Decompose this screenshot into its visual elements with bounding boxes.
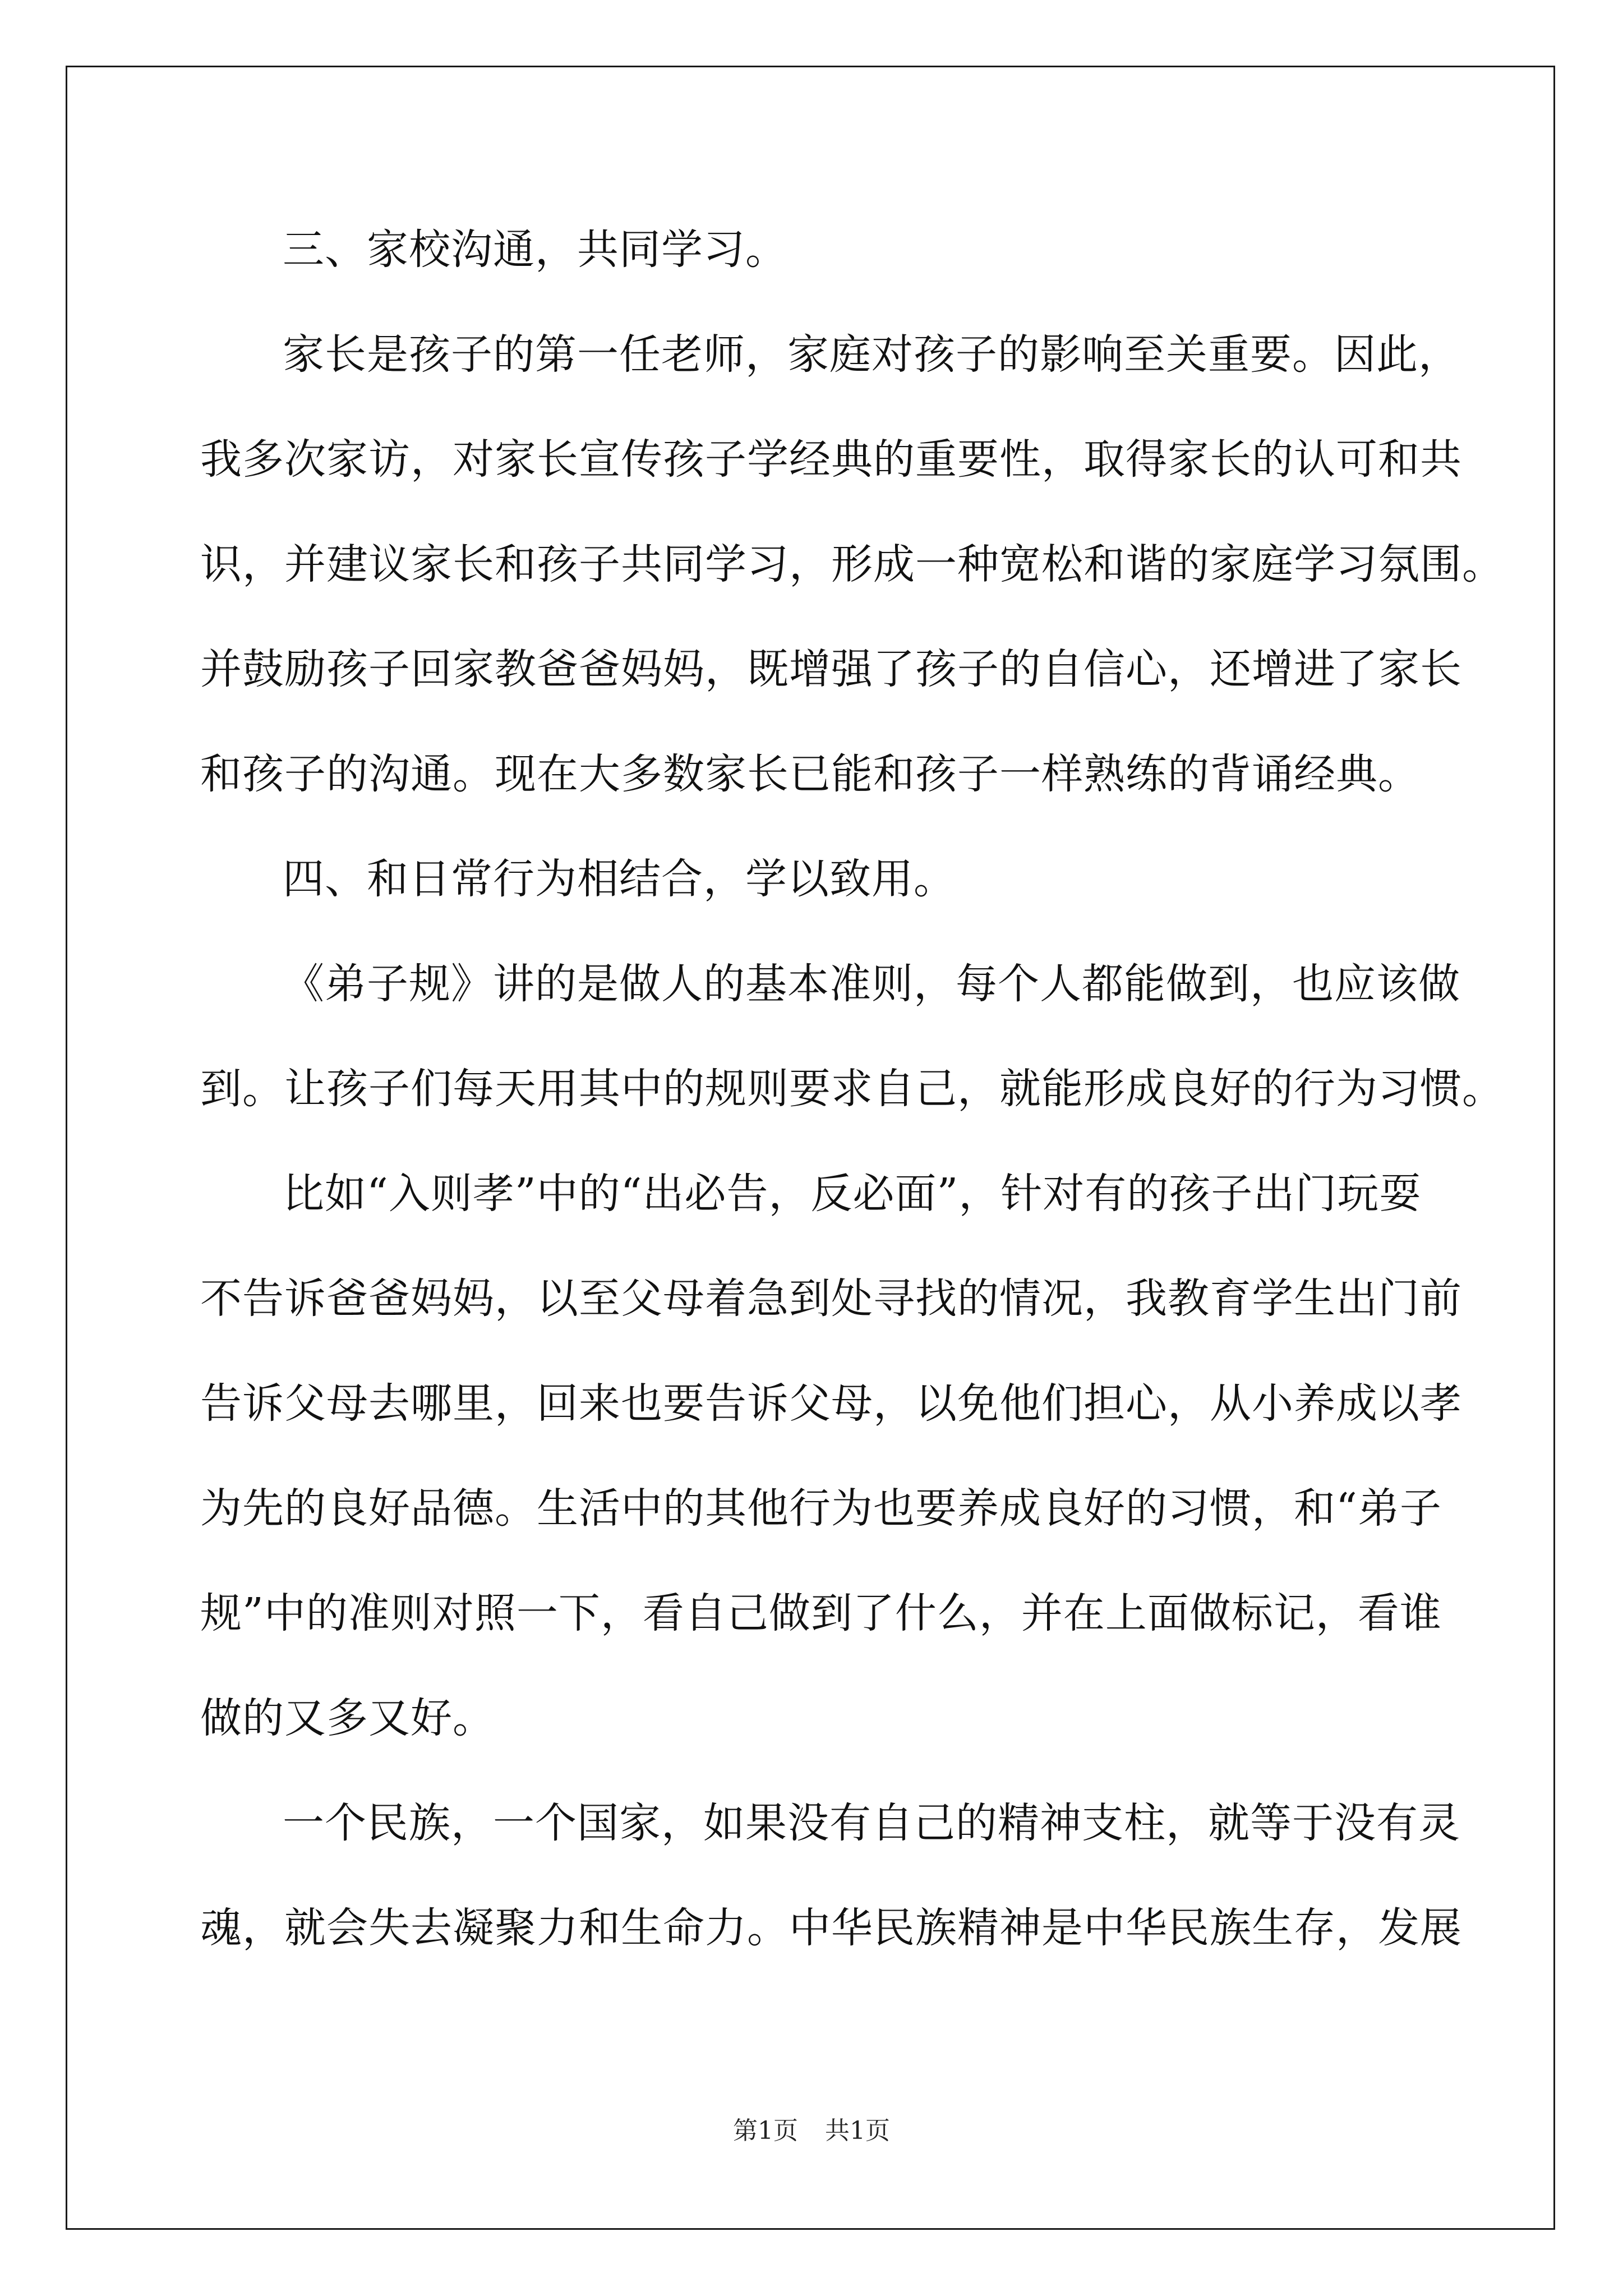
paragraph-line: 《弟子规》讲的是做人的基本准则，每个人都能做到，也应该做: [283, 960, 1460, 1008]
paragraph-line: 规”中的准则对照一下，看自己做到了什么，并在上面做标记，看谁: [200, 1589, 1442, 1637]
paragraph-line: 到。让孩子们每天用其中的规则要求自己，就能形成良好的行为习惯。: [200, 1065, 1504, 1113]
page-number-total: 共1页: [825, 2116, 890, 2145]
paragraph-line: 三、家校沟通，共同学习。: [283, 226, 787, 274]
paragraph-line: 我多次家访，对家长宣传孩子学经典的重要性，取得家长的认可和共: [200, 435, 1462, 484]
page-footer: [0, 2110, 1623, 2146]
paragraph-line: 一个民族，一个国家，如果没有自己的精神支柱，就等于没有灵: [283, 1799, 1460, 1847]
paragraph-line: 不告诉爸爸妈妈，以至父母着急到处寻找的情况，我教育学生出门前: [200, 1274, 1462, 1323]
page-number-current: 第1页: [733, 2116, 798, 2145]
paragraph-line: 和孩子的沟通。现在大多数家长已能和孩子一样熟练的背诵经典。: [200, 750, 1420, 798]
paragraph-line: 四、和日常行为相结合，学以致用。: [283, 855, 956, 903]
paragraph-line: 为先的良好品德。生活中的其他行为也要养成良好的习惯，和“弟子: [200, 1484, 1442, 1533]
paragraph-line: 比如“入则孝”中的“出必告，反必面”，针对有的孩子出门玩耍: [283, 1170, 1422, 1218]
document-body: [200, 208, 1504, 1991]
paragraph-line: 做的又多又好。: [200, 1694, 495, 1742]
paragraph-line: 识，并建议家长和孩子共同学习，形成一种宽松和谐的家庭学习氛围。: [200, 540, 1504, 588]
paragraph-line: 家长是孩子的第一任老师，家庭对孩子的影响至关重要。因此，: [283, 330, 1460, 379]
paragraph-line: 魂，就会失去凝聚力和生命力。中华民族精神是中华民族生存，发展: [200, 1904, 1462, 1952]
paragraph-line: 告诉父母去哪里，回来也要告诉父母，以免他们担心，从小养成以孝: [200, 1379, 1462, 1428]
paragraph-line: 并鼓励孩子回家教爸爸妈妈，既增强了孩子的自信心，还增进了家长: [200, 645, 1462, 693]
